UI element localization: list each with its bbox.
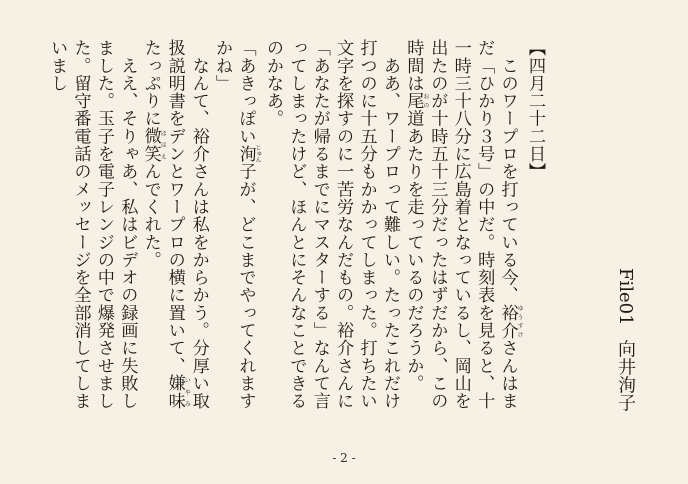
ruby-onomichi: 尾おの	[403, 91, 429, 110]
diary-body	[45, 39, 546, 419]
file-label: File01	[615, 268, 636, 326]
page-number: - 2 -	[332, 451, 356, 465]
date-heading: 【四月二十二日】	[525, 39, 545, 181]
paragraph: ええ、そりゃあ、私はビデオの録画に失敗しました。玉子を電子レンジの中で爆発させました。留守番電話のメッセージを全部消してしまいまし	[47, 39, 138, 410]
file-header	[614, 268, 636, 412]
paragraph: なんて、裕介さんは私をからかう。分厚い取扱説明書をデンとワープロの横に置いて、嫌味いやみたっぷりに微笑ほほえんでくれた。	[140, 39, 209, 410]
paragraph: このワープロを打っている今、裕介ゆうすけさんはまだ「ひかり３号」の中だ。時刻表を見ると、十一時三十八分に広島着となっているし、岡山を出たのが十時五十三分だったはずだから、この時間は尾おの道あたりを走っているのだろうか。	[403, 39, 524, 410]
ruby-hohoe: 微笑ほほえ	[140, 127, 167, 163]
paragraph: ああ、ワープロって難しい。たったこれだけ打つのに十五分もかかってしまった。打ちたい文字を探すのに一苦労なんだもの。裕介さんに「あなたが帰るまでにマスターする」なんて言ってしまったけど、ほんとにそんなことできるのかなあ。	[262, 39, 400, 410]
ruby-yusuke: 裕介ゆうすけ	[497, 303, 524, 340]
author-name: 向井洵子	[615, 339, 636, 412]
paragraph: 「あきっぽい洵じゅん子が、どこまでやってくれますかね」	[212, 39, 262, 410]
ruby-iyami: 嫌味いやみ	[164, 374, 191, 410]
ruby-jun: 洵じゅん	[235, 144, 262, 163]
